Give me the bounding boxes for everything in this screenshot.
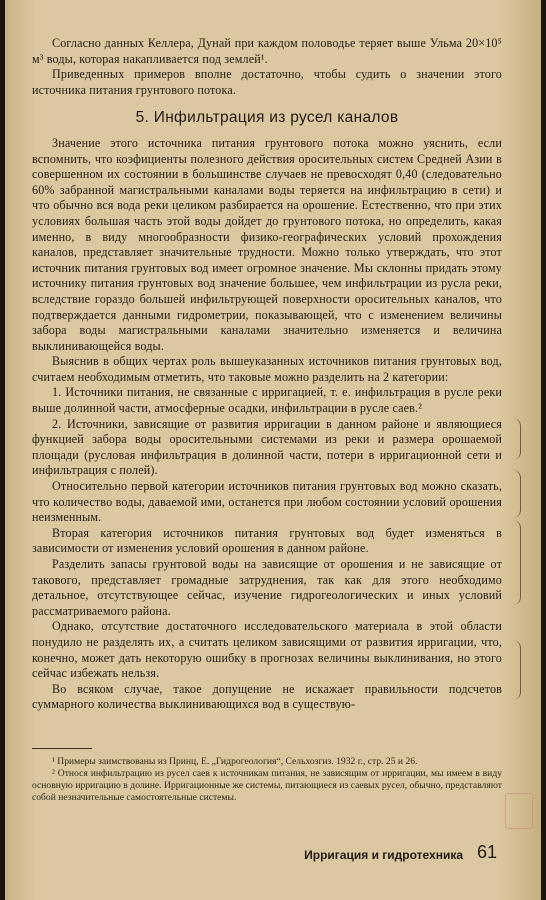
body-paragraph: Относительно первой категории источников питания грунтовых вод можно сказать, что количество воды, даваемой ими, останется при любом состоянии условий орошения неизменным. xyxy=(32,479,502,525)
book-page xyxy=(5,0,541,900)
running-title: Ирригация и гидротехника xyxy=(304,848,463,862)
intro-paragraph-2: Приведенных примеров вполне достаточно, чтобы судить о значении этого источника питания грунтового потока. xyxy=(32,67,502,97)
footnotes xyxy=(32,756,502,804)
category-1: 1. Источники питания, не связанные с ирригацией, т. е. инфильтрация в русле реки выше долинной части, атмосферные осадки, инфильтрации в русле саев.² xyxy=(32,385,502,416)
library-stamp xyxy=(505,793,533,829)
footnote-1: ¹ Примеры заимствованы из Принц, Е. „Гидрогеология“, Сельхозгиз. 1932 г., стр. 25 и 26. xyxy=(52,756,418,767)
body-paragraph: Во всяком случае, такое допущение не искажает правильности подсчетов суммарного количества выклинивающихся вод в существую- xyxy=(32,681,502,712)
page-number: 61 xyxy=(476,842,497,862)
page-footer xyxy=(305,842,505,866)
margin-pencil-mark xyxy=(506,640,521,700)
footnote-rule xyxy=(32,748,92,749)
body-paragraph: Разделить запасы грунтовой воды на зависящие от орошения и не зависящие от такового, представляет громадные затруднения, так как для этого необходимо детальное, отсутствующее сейчас, изучение гидрогеологических и иных условий рассматриваемого района. xyxy=(32,557,502,618)
footnote-2: ² Относя инфильтрацию из русел саев к источникам питания, не зависящим от ирригации, мы имеем в виду основную ирригацию в долине. Ирригационные же системы, питающиеся из саевых русел, обычно, представляют собой незначительные самостоятельные системы. xyxy=(32,768,502,803)
intro-paragraph-1: Согласно данных Келлера, Дунай при каждом половодье теряет выше Ульма 20×10⁵ м³ воды, которая накапливается под землей¹. xyxy=(32,36,502,66)
category-2: 2. Источники, зависящие от развития ирригации в данном районе и являющиеся функцией забора воды оросительными системами из реки и размера орошаемой площади (русловая инфильтрация в долинной части, потери в ирригационной сети и инфильтрация с полей). xyxy=(32,416,502,478)
section-heading: 5. Инфильтрация из русел каналов xyxy=(135,109,399,127)
body-paragraph: Вторая категория источников питания грунтовых вод будет изменяться в зависимости от изменения условий орошения в данном районе. xyxy=(32,525,502,556)
body-paragraph: Однако, отсутствие достаточного исследовательского материала в этой области понудило не разделять их, а считать целиком зависящими от развития ирригации, что, конечно, может дать некоторую ошибку в прогнозах величины выклинивания, но этого сейчас избежать нельзя. xyxy=(32,619,502,681)
body-paragraph: Значение этого источника питания грунтового потока можно уяснить, если вспомнить, что коэфициенты полезного действия оросительных систем Средней Азии в совершенном их состоянии в большинстве случаев не превосходят 0,40 (следовательно 60% забранной магистральными каналами воды теряется на инфильтрацию в сети) и что обычно вся вода реки целиком разбирается на орошение. Естественно, что при этих условиях большая часть этой воды дойдет до грунтового потока, но определить, какая именно, в виду многообразности физико-географических условий прохождения каналов, представляет значительные трудности. Можно только утверждать, что этот источник питания грунтовых вод имеет огромное значение. Мы склонны придать этому источнику питания грунтовых вод значение большее, чем инфильтрации из русла реки, вследствие гораздо большей инфильтрующей поверхности оросительных каналов, что подтверждается данными гидрометрии, показывающей, что с изменением величины забора воды магистральными каналами значительно изменяется и величина выклинивающейся воды. xyxy=(32,135,502,353)
margin-pencil-mark xyxy=(506,520,521,605)
main-text xyxy=(32,36,502,713)
body-paragraph: Выяснив в общих чертах роль вышеуказанных источников питания грунтовых вод, считаем необходимым отметить, что таковые можно разделить на 2 категории: xyxy=(32,354,502,384)
margin-pencil-mark xyxy=(506,418,521,460)
margin-pencil-mark xyxy=(506,470,521,518)
